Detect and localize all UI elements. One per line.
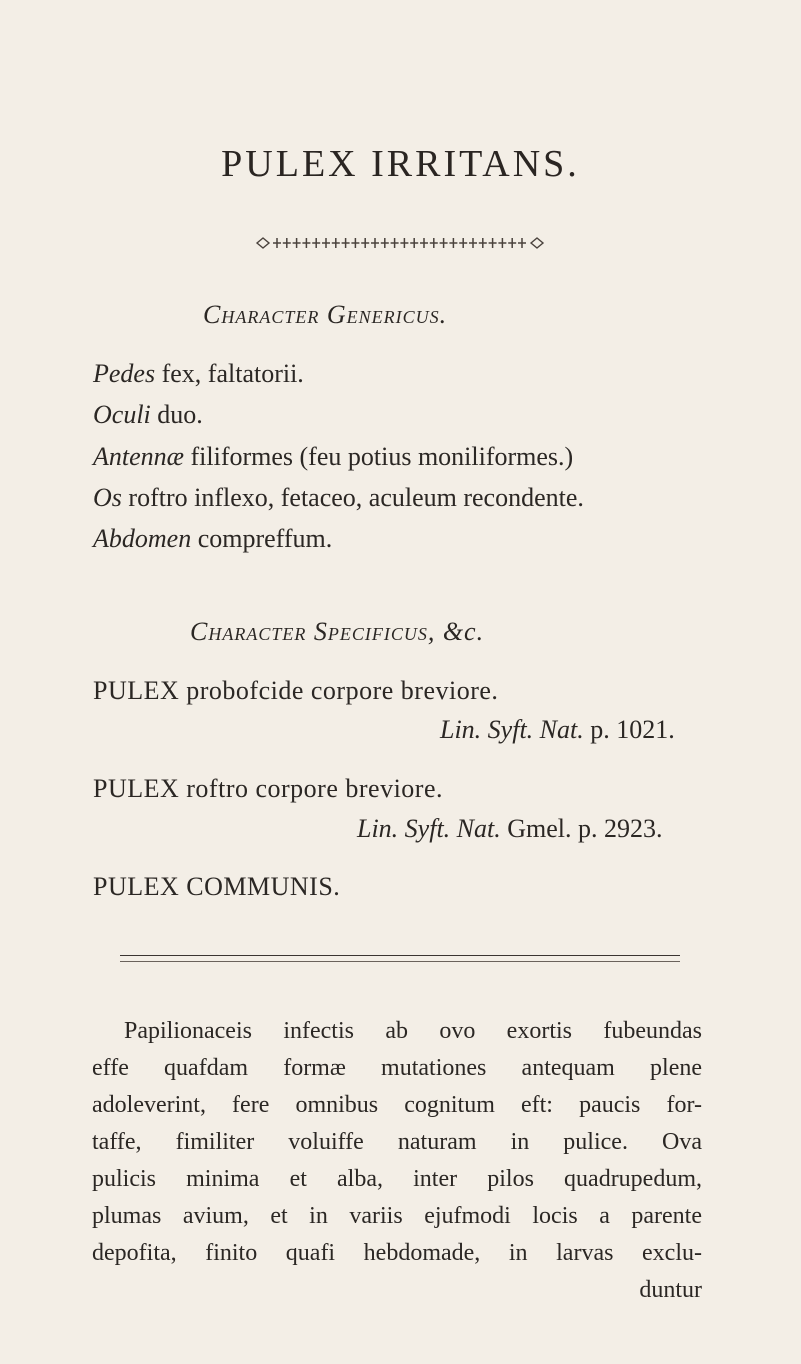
reference: Lin. Syft. Nat. p. 1021. — [440, 715, 675, 744]
specific-name: PULEX probofcide corpore breviore. — [93, 676, 499, 705]
term: Antennæ — [93, 442, 184, 471]
generic-character-line: Oculi duo. — [93, 400, 203, 429]
synonym: PULEX COMMUNIS. — [93, 872, 341, 901]
term: Oculi — [93, 400, 151, 429]
ornamental-rule — [255, 236, 545, 250]
term: Abdomen — [93, 524, 192, 553]
page-title: PULEX IRRITANS. — [221, 143, 580, 185]
generic-character-line: Os roftro inflexo, fetaceo, aculeum recondente. — [93, 483, 584, 512]
paragraph-line: taffe, fimiliter voluiffe naturam in pulice. Ova — [92, 1129, 702, 1155]
paragraph-line: Papilionaceis infectis ab ovo exortis fubeundas — [124, 1018, 702, 1044]
section-divider — [120, 955, 680, 956]
catchword: duntur — [639, 1277, 702, 1303]
section-divider — [120, 961, 680, 962]
term: Os — [93, 483, 122, 512]
paragraph-line: effe quafdam formæ mutationes antequam plene — [92, 1055, 702, 1081]
paragraph-line: pulicis minima et alba, inter pilos quadrupedum, — [92, 1166, 702, 1192]
generic-character-line: Antennæ filiformes (feu potius moniliformes.) — [93, 442, 574, 471]
character-genericus-heading: Character Genericus. — [203, 300, 448, 329]
paragraph-line: plumas avium, et in variis ejufmodi locis a parente — [92, 1203, 702, 1229]
term: Pedes — [93, 359, 156, 388]
character-specificus-heading: Character Specificus, &c. — [190, 617, 485, 646]
generic-character-line: Abdomen compreffum. — [93, 524, 333, 553]
paragraph-line: adoleverint, fere omnibus cognitum eft: paucis for- — [92, 1092, 702, 1118]
paragraph-line: depofita, finito quafi hebdomade, in larvas exclu- — [92, 1240, 702, 1266]
reference: Lin. Syft. Nat. Gmel. p. 2923. — [357, 814, 663, 843]
body-paragraph — [92, 1013, 702, 1309]
generic-character-line: Pedes fex, faltatorii. — [93, 359, 304, 388]
specific-name: PULEX roftro corpore breviore. — [93, 774, 443, 803]
